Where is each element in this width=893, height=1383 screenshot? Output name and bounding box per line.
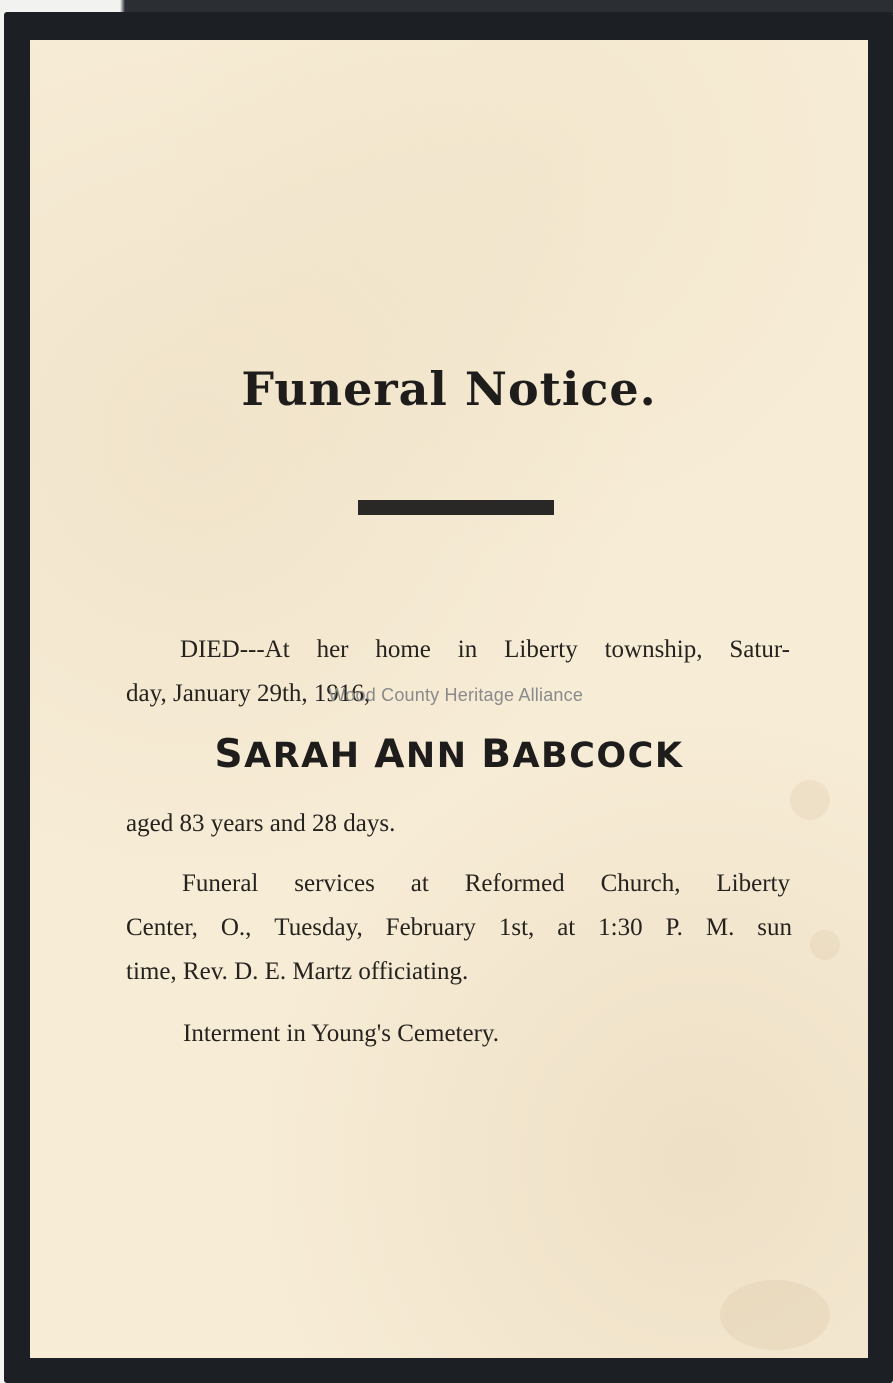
watermark: Wood County Heritage Alliance: [328, 685, 584, 705]
deceased-name: SARAH ANN BABCOCK: [214, 732, 684, 777]
black-divider-bar: [358, 500, 554, 515]
paper-stain: [720, 1280, 830, 1350]
services-line-1: Funeral services at Reformed Church, Liberty: [182, 870, 790, 897]
services-line-3: time, Rev. D. E. Martz officiating.: [126, 958, 469, 985]
paper-stain: [810, 930, 840, 960]
age-line: aged 83 years and 28 days.: [126, 810, 396, 837]
died-line-2: [126, 672, 583, 717]
services-line-2: Center, O., Tuesday, February 1st, at 1:30 P. M. sun: [126, 914, 792, 941]
interment-line: Interment in Young's Cemetery.: [183, 1020, 500, 1047]
died-line-1: DIED---At her home in Liberty township, Satur-: [180, 636, 790, 663]
funeral-notice-card: [30, 40, 868, 1358]
notice-title: Funeral Notice.: [241, 362, 657, 416]
paper-stain: [790, 780, 830, 820]
death-date: day, January 29th, 1916,: [126, 680, 371, 707]
